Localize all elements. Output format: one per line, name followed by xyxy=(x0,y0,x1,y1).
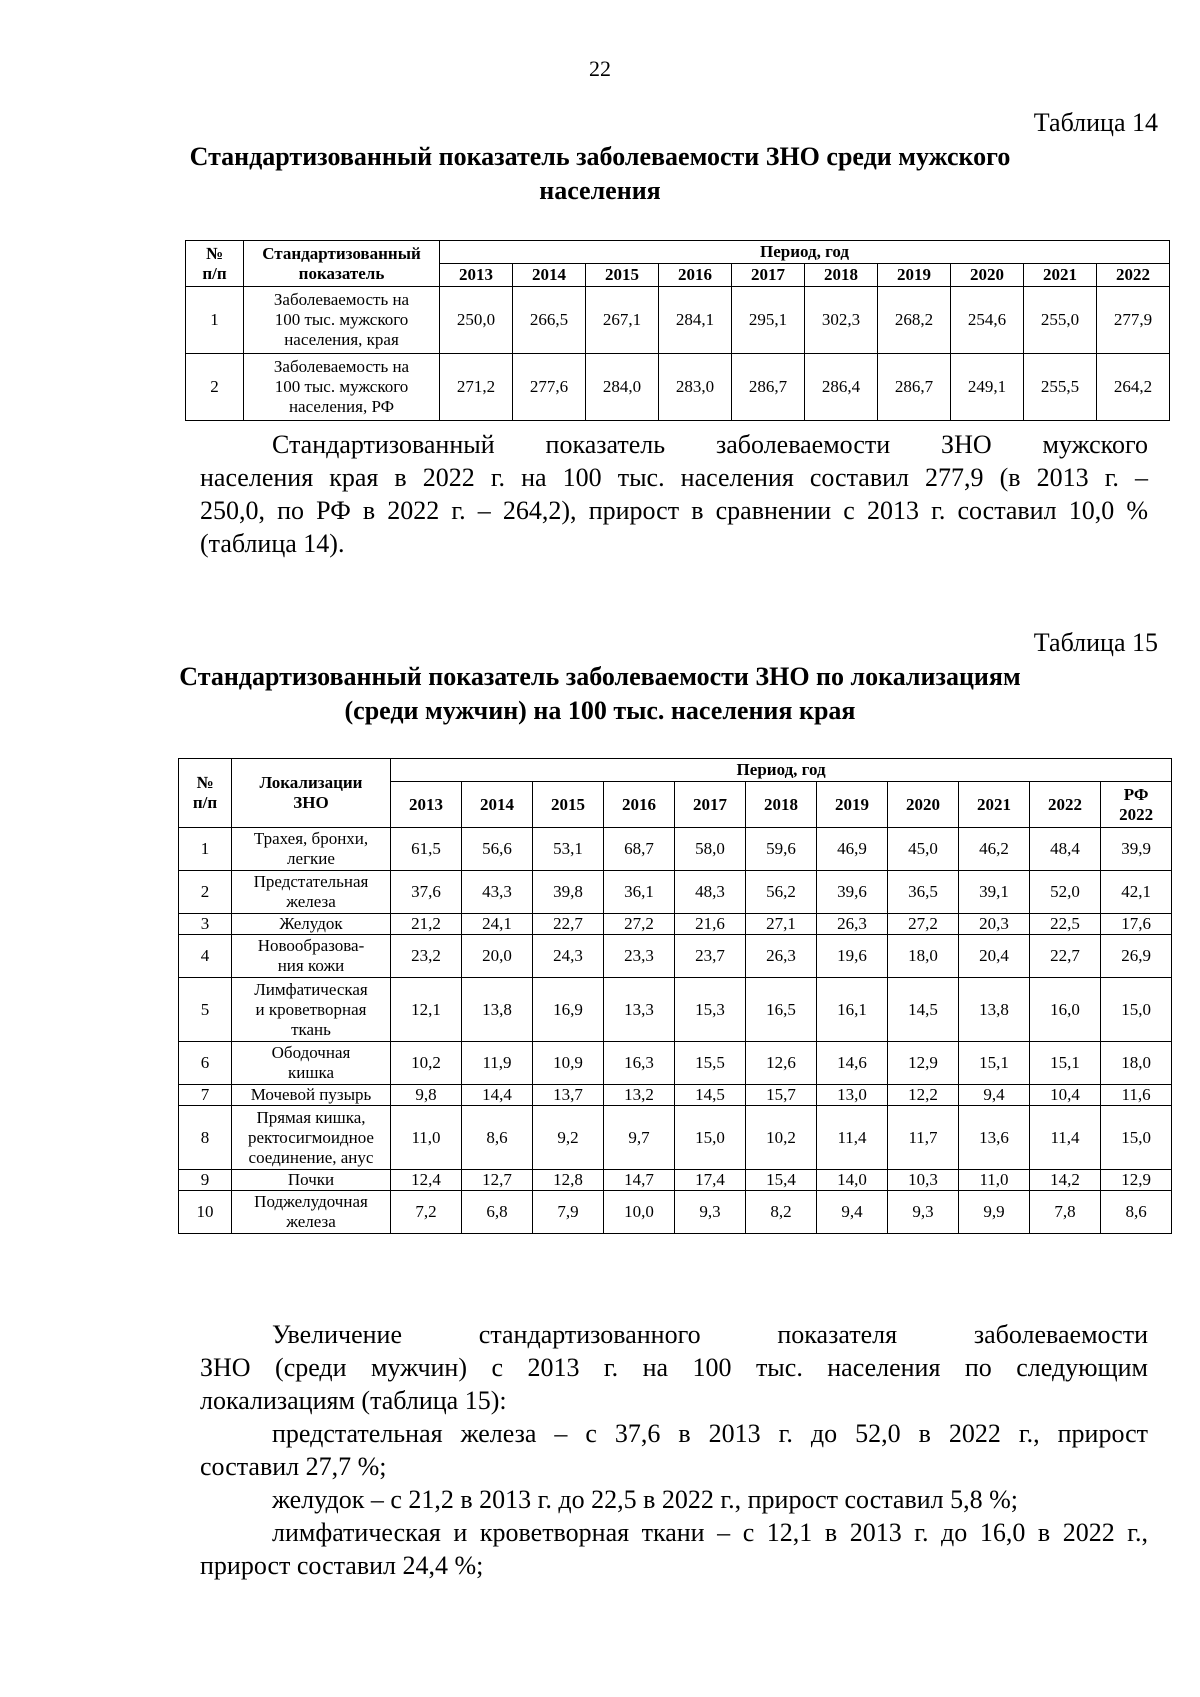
value-cell: 11,9 xyxy=(462,1042,533,1085)
row-label-line: Предстательная xyxy=(253,872,369,891)
paragraph-table-14-summary xyxy=(200,428,1148,560)
value-cell: 12,2 xyxy=(888,1085,959,1106)
value-cell: 15,0 xyxy=(675,1106,746,1170)
value-cell: 283,0 xyxy=(659,354,732,421)
value-cell: 10,3 xyxy=(888,1170,959,1191)
header-number: № п/п xyxy=(179,759,232,828)
value-cell: 16,9 xyxy=(533,978,604,1042)
row-label-line: Новообразова- xyxy=(257,936,365,955)
row-label xyxy=(232,978,391,1042)
value-cell: 11,4 xyxy=(817,1106,888,1170)
row-label xyxy=(232,1170,391,1191)
row-label-line: Лимфатическая xyxy=(254,979,368,999)
value-cell: 250,0 xyxy=(440,287,513,354)
value-cell: 14,4 xyxy=(462,1085,533,1106)
year-header: 2021 xyxy=(1024,264,1097,287)
row-number: 5 xyxy=(179,978,232,1042)
value-cell: 37,6 xyxy=(391,871,462,914)
value-cell: 22,5 xyxy=(1030,914,1101,935)
value-cell: 13,3 xyxy=(604,978,675,1042)
row-label-line: кишка xyxy=(288,1063,334,1082)
year-header: 2018 xyxy=(805,264,878,287)
value-cell: 10,2 xyxy=(746,1106,817,1170)
year-header: 2016 xyxy=(604,782,675,828)
value-cell: 39,8 xyxy=(533,871,604,914)
row-label-line: Заболеваемость на xyxy=(273,357,410,376)
value-cell: 36,1 xyxy=(604,871,675,914)
row-label xyxy=(232,1042,391,1085)
row-label-line: Ободочная xyxy=(271,1043,351,1062)
value-cell: 7,9 xyxy=(533,1191,604,1234)
value-cell: 39,6 xyxy=(817,871,888,914)
value-cell: 42,1 xyxy=(1101,871,1172,914)
row-label-line: Мочевой пузырь xyxy=(250,1085,372,1104)
value-cell: 302,3 xyxy=(805,287,878,354)
table-row xyxy=(179,978,1172,1042)
paragraph-line: Увеличение стандартизованного показателя заболеваемости xyxy=(272,1320,1148,1349)
value-cell: 14,5 xyxy=(888,978,959,1042)
year-header: 2016 xyxy=(659,264,732,287)
value-cell: 17,6 xyxy=(1101,914,1172,935)
row-label xyxy=(232,935,391,978)
value-cell: 10,0 xyxy=(604,1191,675,1234)
paragraph-line: (таблица 14). xyxy=(200,529,345,558)
row-number: 2 xyxy=(186,354,244,421)
value-cell: 46,9 xyxy=(817,828,888,871)
table-row xyxy=(186,287,1170,354)
row-label-line: 100 тыс. мужского xyxy=(274,310,409,329)
row-label-line: Трахея, бронхи, xyxy=(253,829,369,848)
row-number: 6 xyxy=(179,1042,232,1085)
value-cell: 46,2 xyxy=(959,828,1030,871)
value-cell: 268,2 xyxy=(878,287,951,354)
paragraph-stomach: желудок – с 21,2 в 2013 г. до 22,5 в 2022 г., прирост составил 5,8 %; xyxy=(272,1485,1019,1514)
value-cell: 17,4 xyxy=(675,1170,746,1191)
year-header: 2017 xyxy=(675,782,746,828)
row-number: 1 xyxy=(179,828,232,871)
value-cell: 286,7 xyxy=(878,354,951,421)
rf-2022-header xyxy=(1101,782,1172,828)
value-cell: 9,7 xyxy=(604,1106,675,1170)
paragraph-line: лимфатическая и кроветворная ткани – с 12,1 в 2013 г. до 16,0 в 2022 г., xyxy=(272,1518,1148,1547)
table-15-caption: Таблица 15 xyxy=(1033,628,1158,657)
value-cell: 58,0 xyxy=(675,828,746,871)
table-14-title xyxy=(150,140,1050,208)
row-label-line: Прямая кишка, xyxy=(256,1107,366,1127)
table-15-title xyxy=(150,660,1050,728)
row-label-line: и кроветворная xyxy=(255,999,367,1019)
year-header: 2018 xyxy=(746,782,817,828)
row-label-line: соединение, анус xyxy=(248,1147,374,1167)
value-cell: 39,9 xyxy=(1101,828,1172,871)
value-cell: 22,7 xyxy=(1030,935,1101,978)
value-cell: 27,1 xyxy=(746,914,817,935)
value-cell: 295,1 xyxy=(732,287,805,354)
page-number: 22 xyxy=(589,56,611,81)
value-cell: 15,7 xyxy=(746,1085,817,1106)
value-cell: 26,3 xyxy=(746,935,817,978)
value-cell: 7,2 xyxy=(391,1191,462,1234)
year-header: 2022 xyxy=(1030,782,1101,828)
value-cell: 286,7 xyxy=(732,354,805,421)
value-cell: 249,1 xyxy=(951,354,1024,421)
value-cell: 21,2 xyxy=(391,914,462,935)
value-cell: 11,0 xyxy=(959,1170,1030,1191)
value-cell: 19,6 xyxy=(817,935,888,978)
paragraph-line: предстательная железа – с 37,6 в 2013 г. до 52,0 в 2022 г., прирост xyxy=(272,1419,1148,1448)
paragraph-line: ЗНО (среди мужчин) с 2013 г. на 100 тыс. населения по следующим xyxy=(200,1353,1148,1382)
value-cell: 16,3 xyxy=(604,1042,675,1085)
value-cell: 14,2 xyxy=(1030,1170,1101,1191)
row-label xyxy=(232,1191,391,1234)
value-cell: 8,6 xyxy=(1101,1191,1172,1234)
paragraph-table-15-intro xyxy=(200,1318,1148,1417)
value-cell: 277,6 xyxy=(513,354,586,421)
value-cell: 56,2 xyxy=(746,871,817,914)
value-cell: 13,6 xyxy=(959,1106,1030,1170)
value-cell: 10,4 xyxy=(1030,1085,1101,1106)
value-cell: 18,0 xyxy=(888,935,959,978)
table-row xyxy=(179,1085,1172,1106)
value-cell: 61,5 xyxy=(391,828,462,871)
row-number: 2 xyxy=(179,871,232,914)
table-row xyxy=(179,1170,1172,1191)
value-cell: 11,7 xyxy=(888,1106,959,1170)
value-cell: 12,9 xyxy=(1101,1170,1172,1191)
year-header: 2014 xyxy=(513,264,586,287)
value-cell: 23,2 xyxy=(391,935,462,978)
value-cell: 14,6 xyxy=(817,1042,888,1085)
value-cell: 26,9 xyxy=(1101,935,1172,978)
table-14-caption: Таблица 14 xyxy=(1033,108,1158,137)
row-label xyxy=(232,828,391,871)
row-label xyxy=(232,1106,391,1170)
value-cell: 12,6 xyxy=(746,1042,817,1085)
value-cell: 12,4 xyxy=(391,1170,462,1191)
value-cell: 20,4 xyxy=(959,935,1030,978)
value-cell: 15,0 xyxy=(1101,978,1172,1042)
table-row xyxy=(179,1042,1172,1085)
value-cell: 23,7 xyxy=(675,935,746,978)
value-cell: 11,0 xyxy=(391,1106,462,1170)
row-label-line: Заболеваемость на xyxy=(273,290,410,309)
row-label-line: Почки xyxy=(287,1170,335,1189)
year-header: 2019 xyxy=(817,782,888,828)
value-cell: 8,6 xyxy=(462,1106,533,1170)
row-label-line: Желудок xyxy=(279,914,343,933)
table-15-title-line: Стандартизованный показатель заболеваемости ЗНО по локализациям xyxy=(179,662,1021,691)
row-label xyxy=(232,871,391,914)
value-cell: 39,1 xyxy=(959,871,1030,914)
row-label xyxy=(232,914,391,935)
paragraph-line: прирост составил 24,4 %; xyxy=(200,1551,484,1580)
header-period: Период, год xyxy=(391,759,1172,782)
value-cell: 255,0 xyxy=(1024,287,1097,354)
row-label xyxy=(232,1085,391,1106)
value-cell: 254,6 xyxy=(951,287,1024,354)
value-cell: 12,8 xyxy=(533,1170,604,1191)
row-label-line: ния кожи xyxy=(277,956,345,975)
paragraph-line: населения края в 2022 г. на 100 тыс. населения составил 277,9 (в 2013 г. – xyxy=(200,463,1148,492)
value-cell: 26,3 xyxy=(817,914,888,935)
value-cell: 271,2 xyxy=(440,354,513,421)
value-cell: 24,3 xyxy=(533,935,604,978)
paragraph-line: составил 27,7 %; xyxy=(200,1452,387,1481)
value-cell: 36,5 xyxy=(888,871,959,914)
rf-header-line: 2022 xyxy=(1119,804,1154,824)
row-label xyxy=(244,354,440,421)
value-cell: 13,8 xyxy=(959,978,1030,1042)
row-number: 8 xyxy=(179,1106,232,1170)
row-label-line: железа xyxy=(286,1212,336,1231)
table-14 xyxy=(185,240,1170,421)
year-header: 2022 xyxy=(1097,264,1170,287)
value-cell: 12,1 xyxy=(391,978,462,1042)
year-header: 2015 xyxy=(533,782,604,828)
table-15-title-line: (среди мужчин) на 100 тыс. населения края xyxy=(344,696,856,725)
value-cell: 10,2 xyxy=(391,1042,462,1085)
year-header: 2013 xyxy=(440,264,513,287)
value-cell: 255,5 xyxy=(1024,354,1097,421)
table-15 xyxy=(178,758,1172,1234)
value-cell: 14,5 xyxy=(675,1085,746,1106)
value-cell: 6,8 xyxy=(462,1191,533,1234)
value-cell: 7,8 xyxy=(1030,1191,1101,1234)
year-header: 2020 xyxy=(888,782,959,828)
row-number: 1 xyxy=(186,287,244,354)
row-label-line: ректосигмоидное xyxy=(248,1127,374,1147)
row-label-line: железа xyxy=(286,892,336,911)
row-number: 7 xyxy=(179,1085,232,1106)
value-cell: 264,2 xyxy=(1097,354,1170,421)
table-row xyxy=(179,828,1172,871)
year-header: 2017 xyxy=(732,264,805,287)
value-cell: 22,7 xyxy=(533,914,604,935)
paragraph-line: Стандартизованный показатель заболеваемости ЗНО мужского xyxy=(272,430,1148,459)
paragraph-line: 250,0, по РФ в 2022 г. – 264,2), прирост в сравнении с 2013 г. составил 10,0 % xyxy=(200,496,1148,525)
value-cell: 14,0 xyxy=(817,1170,888,1191)
row-label-line: ткань xyxy=(291,1019,331,1039)
row-label-line: населения, края xyxy=(284,330,399,349)
value-cell: 11,4 xyxy=(1030,1106,1101,1170)
value-cell: 12,9 xyxy=(888,1042,959,1085)
value-cell: 16,0 xyxy=(1030,978,1101,1042)
value-cell: 284,0 xyxy=(586,354,659,421)
value-cell: 8,2 xyxy=(746,1191,817,1234)
value-cell: 21,6 xyxy=(675,914,746,935)
value-cell: 16,5 xyxy=(746,978,817,1042)
value-cell: 9,9 xyxy=(959,1191,1030,1234)
header-period: Период, год xyxy=(440,241,1170,264)
table-row xyxy=(179,1106,1172,1170)
value-cell: 13,0 xyxy=(817,1085,888,1106)
row-label-line: легкие xyxy=(287,849,335,868)
table-14-title-line: Стандартизованный показатель заболеваемости ЗНО среди мужского xyxy=(189,142,1011,171)
value-cell: 48,3 xyxy=(675,871,746,914)
row-label-line: 100 тыс. мужского xyxy=(274,377,409,396)
row-number: 4 xyxy=(179,935,232,978)
value-cell: 13,7 xyxy=(533,1085,604,1106)
header-localization: Локализации ЗНО xyxy=(232,759,391,828)
value-cell: 27,2 xyxy=(888,914,959,935)
row-label-line: Поджелудочная xyxy=(254,1192,368,1211)
header-number: № п/п xyxy=(186,241,244,287)
value-cell: 52,0 xyxy=(1030,871,1101,914)
paragraph-prostate xyxy=(200,1417,1148,1483)
row-label xyxy=(244,287,440,354)
value-cell: 13,8 xyxy=(462,978,533,1042)
value-cell: 15,0 xyxy=(1101,1106,1172,1170)
row-number: 10 xyxy=(179,1191,232,1234)
value-cell: 15,3 xyxy=(675,978,746,1042)
value-cell: 277,9 xyxy=(1097,287,1170,354)
value-cell: 9,3 xyxy=(675,1191,746,1234)
header-indicator: Стандартизованный показатель xyxy=(244,241,440,287)
value-cell: 284,1 xyxy=(659,287,732,354)
value-cell: 20,3 xyxy=(959,914,1030,935)
table-row xyxy=(186,354,1170,421)
value-cell: 20,0 xyxy=(462,935,533,978)
value-cell: 56,6 xyxy=(462,828,533,871)
value-cell: 12,7 xyxy=(462,1170,533,1191)
value-cell: 10,9 xyxy=(533,1042,604,1085)
value-cell: 9,8 xyxy=(391,1085,462,1106)
table-row xyxy=(179,1191,1172,1234)
value-cell: 18,0 xyxy=(1101,1042,1172,1085)
row-number: 9 xyxy=(179,1170,232,1191)
rf-header-line: РФ xyxy=(1123,784,1149,804)
row-number: 3 xyxy=(179,914,232,935)
value-cell: 48,4 xyxy=(1030,828,1101,871)
paragraph-lymphatic xyxy=(200,1516,1148,1582)
value-cell: 13,2 xyxy=(604,1085,675,1106)
value-cell: 24,1 xyxy=(462,914,533,935)
year-header: 2013 xyxy=(391,782,462,828)
value-cell: 9,3 xyxy=(888,1191,959,1234)
value-cell: 16,1 xyxy=(817,978,888,1042)
year-header: 2014 xyxy=(462,782,533,828)
table-row xyxy=(179,871,1172,914)
value-cell: 14,7 xyxy=(604,1170,675,1191)
value-cell: 27,2 xyxy=(604,914,675,935)
value-cell: 59,6 xyxy=(746,828,817,871)
value-cell: 267,1 xyxy=(586,287,659,354)
value-cell: 11,6 xyxy=(1101,1085,1172,1106)
value-cell: 15,5 xyxy=(675,1042,746,1085)
row-label-line: населения, РФ xyxy=(288,397,395,416)
year-header: 2020 xyxy=(951,264,1024,287)
paragraph-line: локализациям (таблица 15): xyxy=(200,1386,507,1415)
table-14-title-line: населения xyxy=(539,176,661,205)
value-cell: 53,1 xyxy=(533,828,604,871)
value-cell: 43,3 xyxy=(462,871,533,914)
year-header: 2019 xyxy=(878,264,951,287)
value-cell: 45,0 xyxy=(888,828,959,871)
value-cell: 15,1 xyxy=(959,1042,1030,1085)
value-cell: 68,7 xyxy=(604,828,675,871)
year-header: 2021 xyxy=(959,782,1030,828)
value-cell: 266,5 xyxy=(513,287,586,354)
year-header: 2015 xyxy=(586,264,659,287)
table-row xyxy=(179,914,1172,935)
table-row xyxy=(179,935,1172,978)
value-cell: 286,4 xyxy=(805,354,878,421)
value-cell: 9,4 xyxy=(817,1191,888,1234)
value-cell: 15,1 xyxy=(1030,1042,1101,1085)
value-cell: 9,4 xyxy=(959,1085,1030,1106)
value-cell: 23,3 xyxy=(604,935,675,978)
value-cell: 15,4 xyxy=(746,1170,817,1191)
value-cell: 9,2 xyxy=(533,1106,604,1170)
